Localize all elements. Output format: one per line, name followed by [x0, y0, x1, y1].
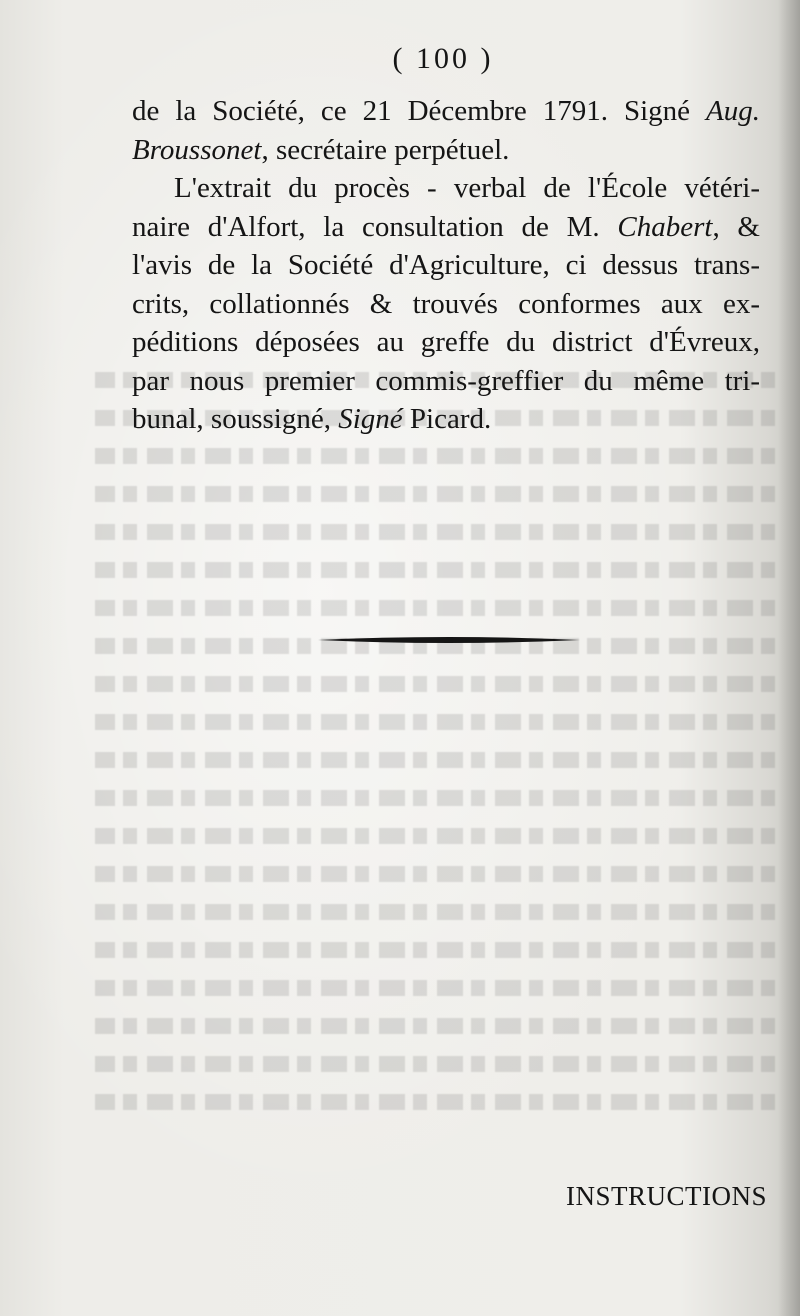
- text-line-2: Broussonet, secrétaire perpétuel.: [132, 133, 510, 166]
- bleed-through-text: [95, 360, 775, 1260]
- text-line-5: l'avis de la Société d'Agriculture, ci dessus trans-: [132, 249, 760, 281]
- text-line-9: bunal, soussigné, Signé Picard.: [132, 403, 492, 435]
- body-text: [132, 92, 760, 439]
- catchword: INSTRUCTIONS: [565, 1181, 767, 1211]
- text-line-3: L'extrait du procès - verbal de l'École vétéri-: [174, 172, 760, 204]
- page-edge-shadow: [778, 0, 800, 1316]
- text-line-1: de la Société, ce 21 Décembre 1791. Signé Aug.: [132, 95, 760, 127]
- text-line-4: naire d'Alfort, la consultation de M. Chabert, &: [132, 210, 760, 243]
- page-number: ( 100 ): [392, 42, 494, 75]
- section-divider-rule: [318, 634, 580, 646]
- text-line-8: par nous premier commis-greffier du même tri-: [132, 364, 760, 397]
- text-line-6: crits, collationnés & trouvés conformes aux ex-: [132, 287, 760, 320]
- text-line-7: péditions déposées au greffe du district d'Évreux,: [132, 326, 760, 358]
